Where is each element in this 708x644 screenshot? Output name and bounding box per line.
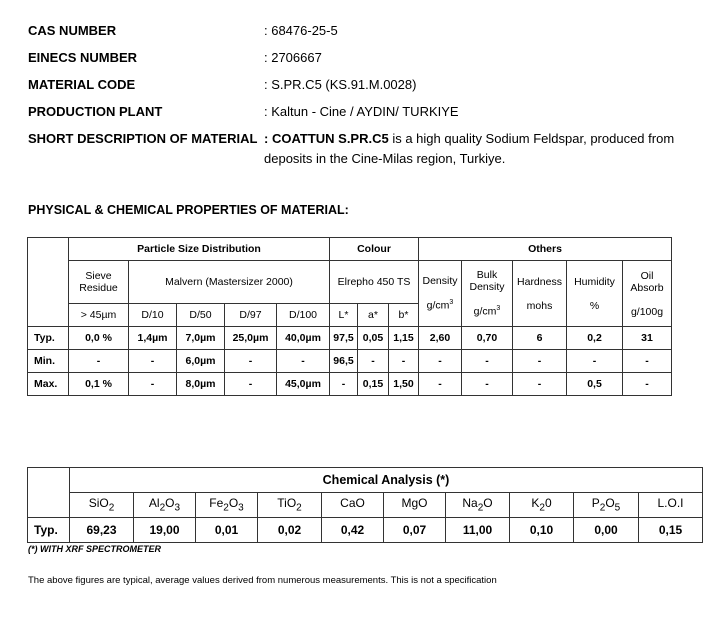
- cell: 8,0µm: [177, 373, 225, 396]
- cell: -: [129, 373, 177, 396]
- oxide-header: [196, 493, 258, 518]
- density-unit: g/cm: [426, 299, 450, 312]
- info-row-material-code: [28, 75, 698, 95]
- oil-absorb-label: Oil Absorb: [630, 269, 664, 294]
- malvern-header: Malvern (Mastersizer 2000): [129, 261, 330, 304]
- cell: 1,15: [389, 327, 419, 350]
- oxide-tail: O: [483, 496, 493, 511]
- density-header: [419, 261, 462, 327]
- info-value: : S.PR.C5 (KS.91.M.0028): [264, 77, 417, 92]
- cell: 25,0µm: [225, 327, 277, 350]
- cell: -: [330, 373, 358, 396]
- col-header: D/50: [177, 304, 225, 327]
- info-label: EINECS NUMBER: [28, 50, 138, 65]
- humidity-label: Humidity: [574, 275, 615, 288]
- table-row: [28, 518, 703, 543]
- cell: 6,0µm: [177, 350, 225, 373]
- cell: -: [69, 350, 129, 373]
- oxide-base: Fe: [209, 496, 224, 511]
- oxide-header: [574, 493, 639, 518]
- table-row: [28, 373, 672, 396]
- cell: 96,5: [330, 350, 358, 373]
- oxide-sub2: 3: [238, 502, 244, 514]
- oxide-base: Na: [462, 496, 478, 511]
- hardness-label: Hardness: [517, 275, 562, 288]
- cell: -: [623, 373, 672, 396]
- oil-absorb-header: [623, 261, 672, 327]
- oxide-header: [70, 493, 134, 518]
- info-value: : Kaltun - Cine / AYDIN/ TURKIYE: [264, 104, 459, 119]
- info-label: CAS NUMBER: [28, 23, 117, 38]
- cell: -: [358, 350, 389, 373]
- physical-properties-table: [27, 237, 672, 396]
- elrepho-header: Elrepho 450 TS: [330, 261, 419, 304]
- oxide-base: CaO: [340, 496, 365, 511]
- col-header: b*: [389, 304, 419, 327]
- oxide-tail: 0: [544, 496, 552, 511]
- cell: -: [462, 350, 513, 373]
- cell: -: [513, 350, 567, 373]
- cell: -: [623, 350, 672, 373]
- cell: -: [513, 373, 567, 396]
- cell: 0,02: [258, 518, 322, 543]
- oxide-sub: 2: [223, 502, 229, 514]
- hardness-unit: mohs: [526, 299, 553, 312]
- cell: -: [419, 373, 462, 396]
- info-label: MATERIAL CODE: [28, 77, 136, 92]
- oxide-header: [322, 493, 384, 518]
- cell: 40,0µm: [277, 327, 330, 350]
- oxide-sub: 2: [296, 502, 302, 514]
- cell: 1,4µm: [129, 327, 177, 350]
- col-header: L*: [330, 304, 358, 327]
- oil-absorb-unit: g/100g: [630, 305, 664, 318]
- cell: 0,70: [462, 327, 513, 350]
- cell: 11,00: [446, 518, 510, 543]
- bulk-density-unit: g/cm: [473, 305, 497, 318]
- cell: 45,0µm: [277, 373, 330, 396]
- oxide-header: [639, 493, 703, 518]
- oxide-header: [446, 493, 510, 518]
- cell: 2,60: [419, 327, 462, 350]
- material-info: [28, 21, 698, 176]
- oxide-base: P: [591, 496, 600, 511]
- cell: 0,00: [574, 518, 639, 543]
- bulk-density-header: [462, 261, 513, 327]
- oxide-base: L.O.I: [657, 496, 684, 511]
- oxide-base: Al: [148, 496, 160, 511]
- info-label: SHORT DESCRIPTION OF MATERIAL: [28, 131, 258, 146]
- disclaimer: The above figures are typical, average values derived from numerous measurements. This is not a specification: [28, 575, 497, 586]
- density-unit-exp: 3: [449, 299, 454, 307]
- oxide-sub2: 3: [174, 502, 181, 514]
- group-header-colour: Colour: [330, 238, 419, 261]
- cell: 69,23: [70, 518, 134, 543]
- oxide-base: TiO: [277, 496, 297, 511]
- description-body: is a high quality Sodium Feldspar, produced from deposits in the Cine-Milas region, Turkiye.: [264, 131, 675, 166]
- cell: 0,05: [358, 327, 389, 350]
- col-header: D/10: [129, 304, 177, 327]
- cell: 31: [623, 327, 672, 350]
- cell: -: [225, 350, 277, 373]
- oxide-tail: O: [605, 496, 615, 511]
- info-row-cas: [28, 21, 698, 41]
- oxide-tail: O: [228, 496, 239, 511]
- cell: 0,42: [322, 518, 384, 543]
- oxide-base: MgO: [401, 496, 428, 511]
- row-label: Typ.: [28, 327, 69, 350]
- oxide-base: SiO: [88, 496, 109, 511]
- row-label: Min.: [28, 350, 69, 373]
- cell: 7,0µm: [177, 327, 225, 350]
- oxide-sub: 2: [539, 502, 545, 514]
- cell: 0,10: [510, 518, 574, 543]
- density-label: Density: [422, 275, 458, 288]
- col-header: D/97: [225, 304, 277, 327]
- cell: -: [419, 350, 462, 373]
- cell: -: [567, 350, 623, 373]
- cell: 0,5: [567, 373, 623, 396]
- cell: 97,5: [330, 327, 358, 350]
- cell: -: [462, 373, 513, 396]
- corner-cell: [28, 468, 70, 518]
- bulk-density-unit-exp: 3: [496, 305, 501, 313]
- humidity-header: [567, 261, 623, 327]
- cell: -: [389, 350, 419, 373]
- oxide-sub: 2: [159, 502, 166, 514]
- cell: 19,00: [134, 518, 196, 543]
- info-value: : 68476-25-5: [264, 23, 338, 38]
- oxide-base: K: [531, 496, 540, 511]
- group-header-others: Others: [419, 238, 672, 261]
- cell: -: [129, 350, 177, 373]
- oxide-header: [258, 493, 322, 518]
- footnote: (*) WITH XRF SPECTROMETER: [28, 544, 161, 554]
- oxide-tail: O: [165, 496, 175, 511]
- info-row-einecs: [28, 48, 698, 68]
- oxide-header: [510, 493, 574, 518]
- chemical-analysis-table: [27, 467, 703, 543]
- table-row: [28, 327, 672, 350]
- cell: -: [277, 350, 330, 373]
- oxide-sub2: 5: [614, 502, 621, 514]
- cell: 0,2: [567, 327, 623, 350]
- col-header: D/100: [277, 304, 330, 327]
- cell: 1,50: [389, 373, 419, 396]
- table-row: [28, 350, 672, 373]
- section-title: PHYSICAL & CHEMICAL PROPERTIES OF MATERIAL:: [28, 203, 349, 217]
- humidity-unit: %: [589, 299, 600, 312]
- row-label: Max.: [28, 373, 69, 396]
- hardness-header: [513, 261, 567, 327]
- oxide-header: [134, 493, 196, 518]
- cell: 0,01: [196, 518, 258, 543]
- col-header: > 45µm: [69, 304, 129, 327]
- info-row-description: [28, 129, 698, 169]
- cell: 6: [513, 327, 567, 350]
- cell: 0,15: [358, 373, 389, 396]
- info-row-production-plant: [28, 102, 698, 122]
- cell: -: [225, 373, 277, 396]
- oxide-sub: 2: [599, 502, 606, 514]
- info-label: PRODUCTION PLANT: [28, 104, 163, 119]
- cell: 0,1 %: [69, 373, 129, 396]
- corner-cell: [28, 238, 69, 327]
- oxide-header: [384, 493, 446, 518]
- chemical-analysis-title: Chemical Analysis (*): [70, 468, 703, 493]
- row-label: Typ.: [28, 518, 70, 543]
- info-value: : 2706667: [264, 50, 322, 65]
- bulk-density-label: Bulk Density: [469, 269, 505, 294]
- group-header-psd: Particle Size Distribution: [69, 238, 330, 261]
- sieve-header: Sieve Residue: [69, 261, 129, 304]
- oxide-sub: 2: [477, 502, 484, 514]
- description-prefix: :: [264, 131, 272, 146]
- col-header: a*: [358, 304, 389, 327]
- cell: 0,0 %: [69, 327, 129, 350]
- cell: 0,07: [384, 518, 446, 543]
- description-text: [264, 129, 698, 169]
- product-name: COATTUN S.PR.C5: [271, 131, 389, 146]
- oxide-sub: 2: [108, 502, 115, 514]
- cell: 0,15: [639, 518, 703, 543]
